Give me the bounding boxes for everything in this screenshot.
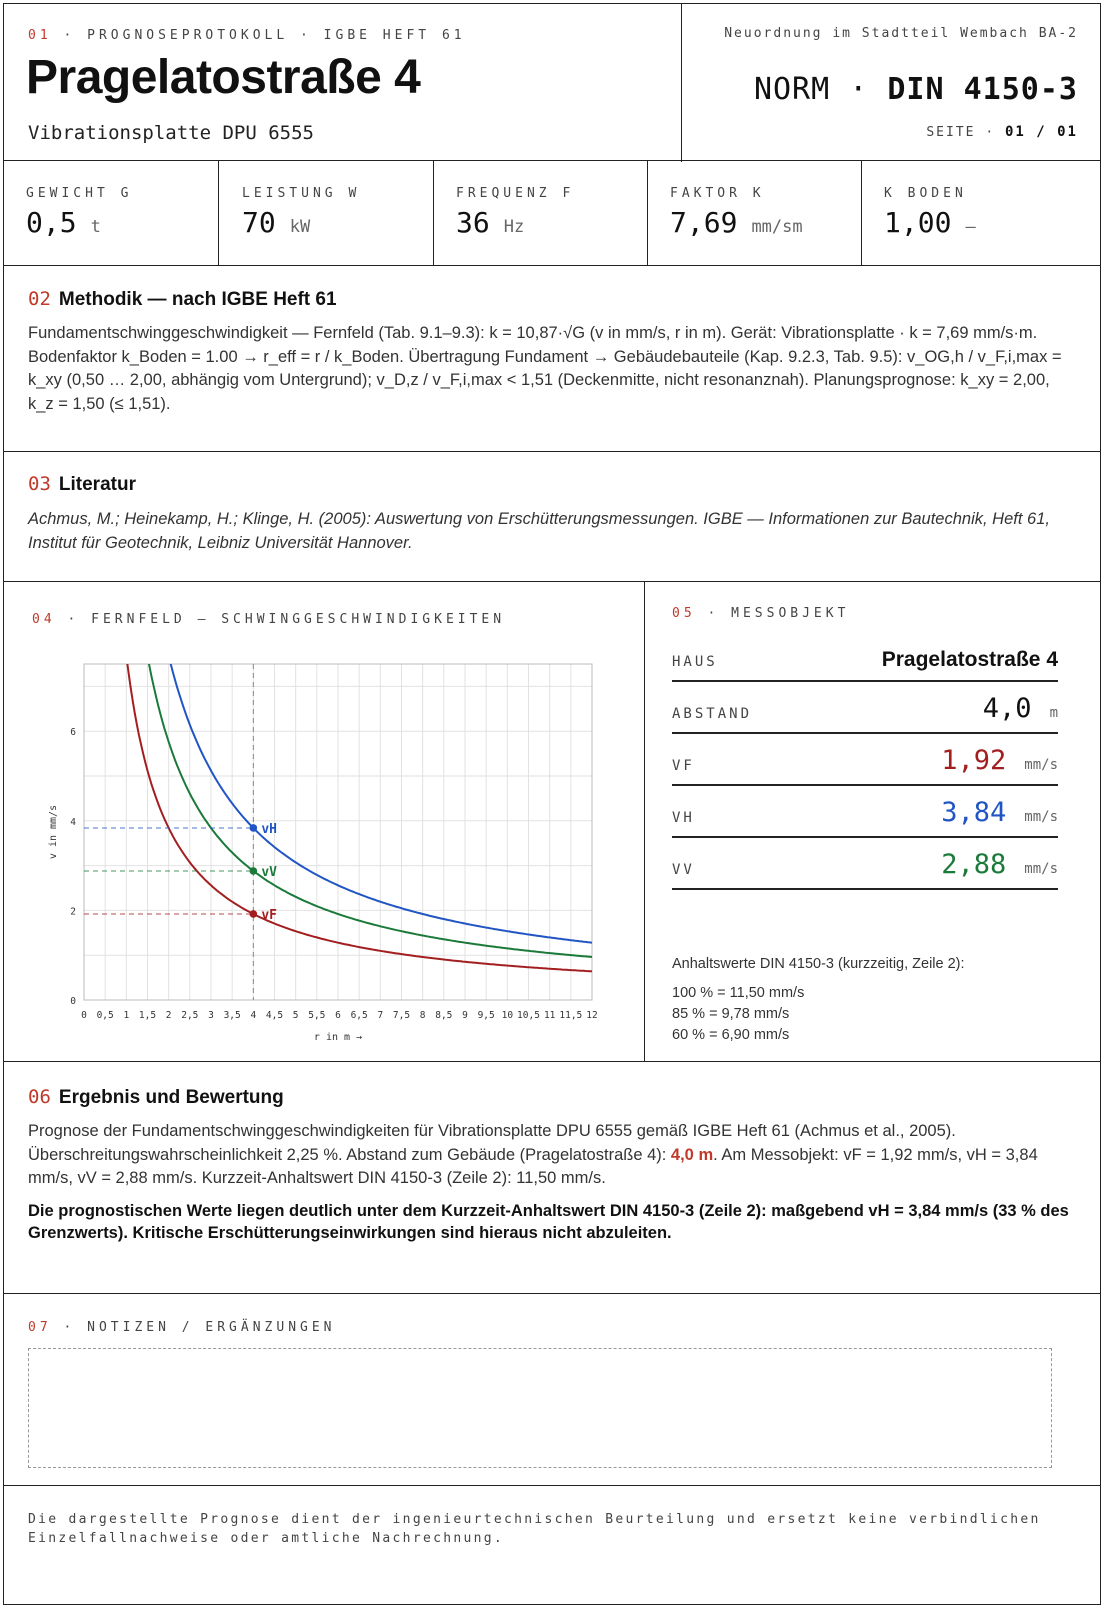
param-label: FAKTOR K [670,186,765,201]
divider [644,582,645,1062]
vf-value: 1,92 [941,745,1007,776]
row-vv [672,838,1058,890]
section-number: 05 [672,606,696,621]
param-number: 70 [242,206,276,239]
reference-item: 60 % = 6,90 mm/s [672,1027,790,1043]
norm-label [754,72,1078,107]
project-name: Neuordnung im Stadtteil Wembach BA-2 [724,26,1078,41]
x-tick-label: 8 [419,1010,426,1021]
footer-disclaimer: Die dargestellte Prognose dient der ingenieurtechnischen Beurteilung und ersetzt keine verbindlichen Einzelfallnachweise oder amtliche Nachrechnung. [28,1512,1041,1546]
x-tick-label: 12 [586,1010,598,1021]
ergebnis-text [28,1120,1078,1191]
device-subtitle: Vibrationsplatte DPU 6555 [28,122,314,144]
param-value [456,206,524,239]
norm-value: DIN 4150-3 [887,72,1078,107]
param-frequency [434,166,648,270]
house-name: Pragelatostraße 4 [881,648,1058,671]
point-label-vV: vV [261,864,277,880]
divider [4,581,1100,582]
ergebnis-heading [28,1086,284,1109]
param-value [26,206,101,239]
vh-value: 3,84 [941,797,1007,828]
velocity-chart [34,644,614,1044]
divider [4,1485,1100,1486]
row-unit: mm/s [1024,861,1058,877]
report-sheet [3,3,1101,1605]
divider [4,1293,1100,1294]
page-label: SEITE · [926,125,996,140]
section-title: Methodik — nach IGBE Heft 61 [58,289,337,310]
y-tick-label: 2 [70,906,76,918]
section-number: 07 [28,1320,52,1335]
x-tick-label: 5,5 [308,1010,326,1021]
conclusion-text: Die prognostischen Werte liegen deutlich unter dem Kurzzeit-Anhaltswert DIN 4150-3 (Zeile 2): maßgebend vH = 3,84 mm/s (33 % des Grenzwerts). Kritische Erschütterungseinwirkungen sind hieraus nicht abzuleiten. [28,1202,1069,1242]
row-value [882,648,1058,672]
point-label-vF: vF [261,907,277,923]
x-tick-label: 3,5 [223,1010,241,1021]
section-title: Ergebnis und Bewertung [58,1087,284,1108]
point-vF [250,910,258,918]
row-unit: mm/s [1024,757,1058,773]
chart-tag: 04 · FERNFELD — SCHWINGGESCHWINDIGKEITEN [32,612,506,627]
x-axis-label: r in m → [313,1032,363,1043]
header-tag: 01 · PROGNOSEPROTOKOLL · IGBE HEFT 61 [28,28,466,43]
methodik-heading [28,288,337,311]
series-line-vF [97,644,592,971]
row-unit: m [1049,705,1058,721]
row-value [941,745,1058,776]
section-number: 04 [32,612,56,627]
vv-value: 2,88 [941,849,1007,880]
row-label: HAUS [672,654,718,670]
x-tick-label: 11 [543,1010,556,1021]
row-value [941,849,1058,880]
notes-tag-text: NOTIZEN / ERGÄNZUNGEN [87,1320,336,1335]
param-label: LEISTUNG W [242,186,361,201]
param-soil-factor [862,166,1100,270]
distance-value: 4,0 [982,693,1032,724]
x-tick-label: 0,5 [96,1010,114,1021]
series-line-vH [97,644,592,943]
x-tick-label: 9,5 [477,1010,495,1021]
x-tick-label: 10,5 [517,1010,540,1021]
point-vV [250,867,258,875]
param-unit: — [965,217,976,237]
param-label: FREQUENZ F [456,186,575,201]
x-tick-label: 3 [208,1010,214,1021]
row-distance [672,682,1058,734]
x-tick-label: 6,5 [350,1010,368,1021]
x-tick-label: 7,5 [392,1010,411,1021]
param-value [670,206,803,239]
param-number: 0,5 [26,206,77,239]
param-unit: kW [289,217,311,237]
section-number: 01 [28,28,52,43]
param-value [242,206,310,239]
param-number: 7,69 [670,206,738,239]
divider [4,451,1100,452]
literatur-heading [28,473,136,496]
notes-tag: 07 · NOTIZEN / ERGÄNZUNGEN [28,1320,336,1335]
reference-title: Anhaltswerte DIN 4150-3 (kurzzeitig, Zeile 2): [672,956,965,972]
x-tick-label: 2 [165,1010,172,1021]
param-value [884,206,976,239]
section-number: 03 [28,473,51,495]
point-vH [250,824,258,832]
x-tick-label: 1 [123,1010,130,1021]
reference-item: 100 % = 11,50 mm/s [672,985,805,1001]
param-unit: mm/sm [751,217,803,237]
divider [4,265,1100,266]
row-label: VH [672,810,695,826]
row-unit: mm/s [1024,809,1058,825]
page-title: Pragelatostraße 4 [26,51,421,104]
row-vf [672,734,1058,786]
distance-highlight: 4,0 m [670,1145,714,1164]
reference-item: 85 % = 9,78 mm/s [672,1006,790,1022]
header-tag-text: PROGNOSEPROTOKOLL · IGBE HEFT 61 [87,28,466,43]
divider [4,1061,1100,1062]
reference-values [672,954,965,1046]
param-unit: Hz [503,217,525,237]
ergebnis-text-part: Prognose der Fundamentschwinggeschwindigkeiten für Vibrationsplatte DPU 6555 gemäß IGBE Heft 61 (Achmus et al., 2005). Überschreitungswahrscheinlichkeit 2,25 %. Abstand zum Gebäude (Pragelatostraße 4): [28,1122,956,1164]
divider [218,161,219,266]
x-tick-label: 9 [462,1010,468,1021]
row-value [941,797,1058,828]
section-title: Literatur [58,474,136,495]
param-factor [648,166,862,270]
notes-field[interactable] [28,1348,1052,1468]
chart-tag-text: FERNFELD — SCHWINGGESCHWINDIGKEITEN [91,612,506,627]
literatur-text: Achmus, M.; Heinekamp, H.; Klinge, H. (2005): Auswertung von Erschütterungsmessungen. IGBE — Informationen zur Bautechnik, Heft 61, Institut für Geotechnik, Leibniz Universität Hannover. [28,510,1050,552]
row-label: VF [672,758,695,774]
param-power [220,166,434,270]
page-number: 01 / 01 [1004,124,1078,140]
messobjekt-tag: 05 · MESSOBJEKT [672,606,850,621]
x-tick-label: 4 [250,1010,257,1021]
x-tick-label: 1,5 [138,1010,157,1021]
x-tick-label: 10 [501,1010,514,1021]
x-tick-label: 2,5 [181,1010,199,1021]
section-number: 02 [28,288,51,310]
param-number: 36 [456,206,490,239]
row-label: VV [672,862,695,878]
x-tick-label: 4,5 [265,1010,284,1021]
y-tick-label: 4 [70,816,76,828]
norm-prefix: NORM · [753,72,869,107]
x-tick-label: 11,5 [559,1010,583,1021]
methodik-text: Fundamentschwinggeschwindigkeit — Fernfeld (Tab. 9.1–9.3): k = 10,87·√G (v in mm/s, r in m). Gerät: Vibrationsplatte · k = 7,69 mm/s·m. Bodenfaktor k_Boden = 1.00 → r_eff = r / k_Boden. Übertragung Fundament → Gebäudebauteile (Kap. 9.2.3, Tab. 9.5): v_OG,h / v_F,i,max = k_xy (0,50 … 2,00, abhängig vom Untergrund); v_D,z / v_F,i,max < 1,51 (Deckenmitte, nicht resonanznah). Planungsprognose: k_xy = 2,00, k_z = 1,50 (≤ 1,51). [28,324,1062,413]
row-label: ABSTAND [672,706,753,722]
param-number: 1,00 [884,206,952,239]
ergebnis-text-part: . Am Messobjekt: vF = 1,92 mm/s, vH = 3,84 mm/s, vV = 2,88 mm/s. Kurzzeit-Anhaltswert DIN 4150-3 (Zeile 2): 11,50 mm/s. [28,1145,1038,1187]
y-axis-label: v in mm/s [48,804,59,860]
x-tick-label: 0 [81,1010,87,1021]
x-tick-label: 6 [335,1010,341,1021]
row-vh [672,786,1058,838]
messobjekt-tag-text: MESSOBJEKT [731,606,850,621]
point-label-vH: vH [261,821,277,837]
section-number: 06 [28,1086,51,1108]
divider [4,160,1100,161]
row-value [983,693,1058,724]
page-indicator [926,124,1078,140]
row-house [672,630,1058,682]
x-tick-label: 7 [377,1010,384,1021]
y-tick-label: 6 [70,727,76,739]
y-tick-label: 0 [70,996,76,1007]
header-divider [681,4,682,162]
x-tick-label: 8,5 [435,1010,453,1021]
param-weight [4,166,218,270]
x-tick-label: 5 [292,1010,299,1021]
param-label: GEWICHT G [26,186,133,201]
param-unit: t [90,217,101,237]
param-label: K BODEN [884,186,967,201]
